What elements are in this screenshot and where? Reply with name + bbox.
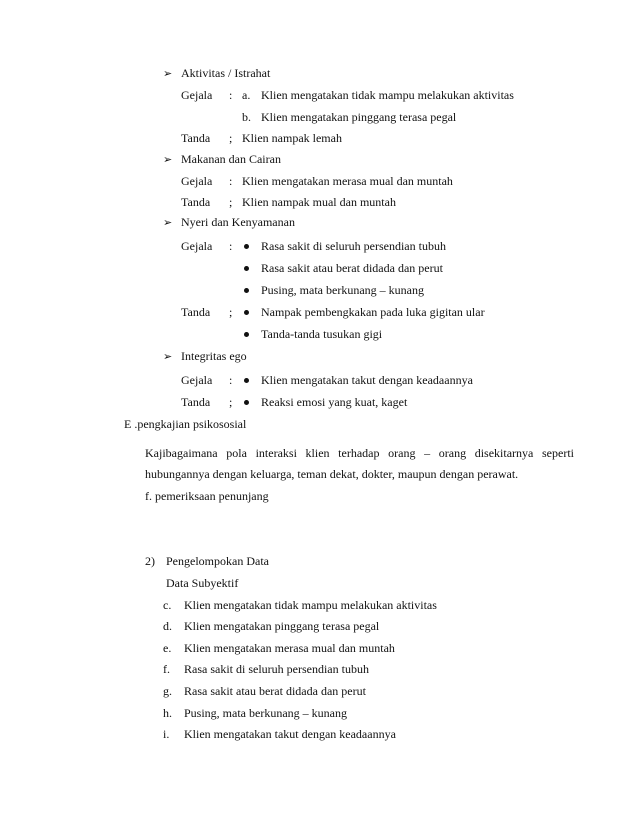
tanda-label: Tanda	[181, 395, 211, 409]
tanda-item: Tanda-tanda tusukan gigi	[261, 327, 383, 341]
section-heading-psikososial: E .pengkajian psikososial	[124, 417, 247, 431]
tanda-separator: ;	[229, 305, 233, 319]
gejala-label: Gejala	[181, 373, 213, 387]
list-marker: e.	[163, 641, 172, 655]
tanda-label: Tanda	[181, 305, 211, 319]
list-item: Klien mengatakan merasa mual dan muntah	[184, 641, 395, 655]
tanda-item: Klien nampak mual dan muntah	[242, 195, 396, 209]
gejala-item: Klien mengatakan tidak mampu melakukan aktivitas	[261, 88, 514, 102]
section-title-integritas: Integritas ego	[181, 349, 247, 363]
bullet-dot-icon	[244, 378, 249, 383]
tanda-label: Tanda	[181, 195, 211, 209]
gejala-separator: :	[229, 373, 233, 387]
tanda-separator: ;	[229, 195, 233, 209]
paragraph-line: hubungannya dengan keluarga, teman dekat, dokter, maupun dengan perawat.	[145, 467, 519, 481]
list-marker: i.	[163, 727, 170, 741]
gejala-separator: :	[229, 88, 233, 102]
paragraph-line: Kajibagaimana pola interaksi klien terhadap orang – orang disekitarnya seperti	[145, 446, 574, 460]
arrow-bullet-icon: ➢	[163, 217, 173, 229]
list-marker: f.	[163, 662, 170, 676]
section-heading-penunjang: f. pemeriksaan penunjang	[145, 489, 269, 503]
list-item: Klien mengatakan takut dengan keadaannya	[184, 727, 396, 741]
list-item: Pusing, mata berkunang – kunang	[184, 706, 347, 720]
bullet-dot-icon	[244, 400, 249, 405]
list-item: Klien mengatakan tidak mampu melakukan aktivitas	[184, 598, 437, 612]
tanda-label: Tanda	[181, 131, 211, 145]
gejala-item: Klien mengatakan takut dengan keadaannya	[261, 373, 473, 387]
bullet-dot-icon	[244, 332, 249, 337]
tanda-separator: ;	[229, 131, 233, 145]
list-marker: a.	[242, 88, 251, 102]
bullet-dot-icon	[244, 266, 249, 271]
gejala-item: Klien mengatakan merasa mual dan muntah	[242, 174, 453, 188]
gejala-label: Gejala	[181, 174, 213, 188]
section-title-pengelompokan: Pengelompokan Data	[166, 554, 269, 568]
list-marker: c.	[163, 598, 172, 612]
arrow-bullet-icon: ➢	[163, 68, 173, 80]
tanda-item: Reaksi emosi yang kuat, kaget	[261, 395, 408, 409]
list-marker: h.	[163, 706, 172, 720]
gejala-item: Klien mengatakan pinggang terasa pegal	[261, 110, 457, 124]
gejala-separator: :	[229, 174, 233, 188]
gejala-item: Rasa sakit atau berat didada dan perut	[261, 261, 443, 275]
bullet-dot-icon	[244, 244, 249, 249]
gejala-item: Rasa sakit di seluruh persendian tubuh	[261, 239, 446, 253]
gejala-label: Gejala	[181, 88, 213, 102]
list-marker: d.	[163, 619, 172, 633]
list-number: 2)	[145, 554, 155, 568]
list-item: Rasa sakit di seluruh persendian tubuh	[184, 662, 369, 676]
subtitle-data-subyektif: Data Subyektif	[166, 576, 239, 590]
bullet-dot-icon	[244, 310, 249, 315]
arrow-bullet-icon: ➢	[163, 351, 173, 363]
gejala-label: Gejala	[181, 239, 213, 253]
gejala-item: Pusing, mata berkunang – kunang	[261, 283, 424, 297]
section-title-nyeri: Nyeri dan Kenyamanan	[181, 215, 295, 229]
bullet-dot-icon	[244, 288, 249, 293]
list-item: Klien mengatakan pinggang terasa pegal	[184, 619, 380, 633]
section-title-makanan: Makanan dan Cairan	[181, 152, 281, 166]
arrow-bullet-icon: ➢	[163, 154, 173, 166]
list-marker: g.	[163, 684, 172, 698]
section-title-aktivitas: Aktivitas / Istrahat	[181, 66, 271, 80]
list-marker: b.	[242, 110, 251, 124]
tanda-item: Nampak pembengkakan pada luka gigitan ular	[261, 305, 485, 319]
list-item: Rasa sakit atau berat didada dan perut	[184, 684, 366, 698]
tanda-item: Klien nampak lemah	[242, 131, 342, 145]
gejala-separator: :	[229, 239, 233, 253]
tanda-separator: ;	[229, 395, 233, 409]
